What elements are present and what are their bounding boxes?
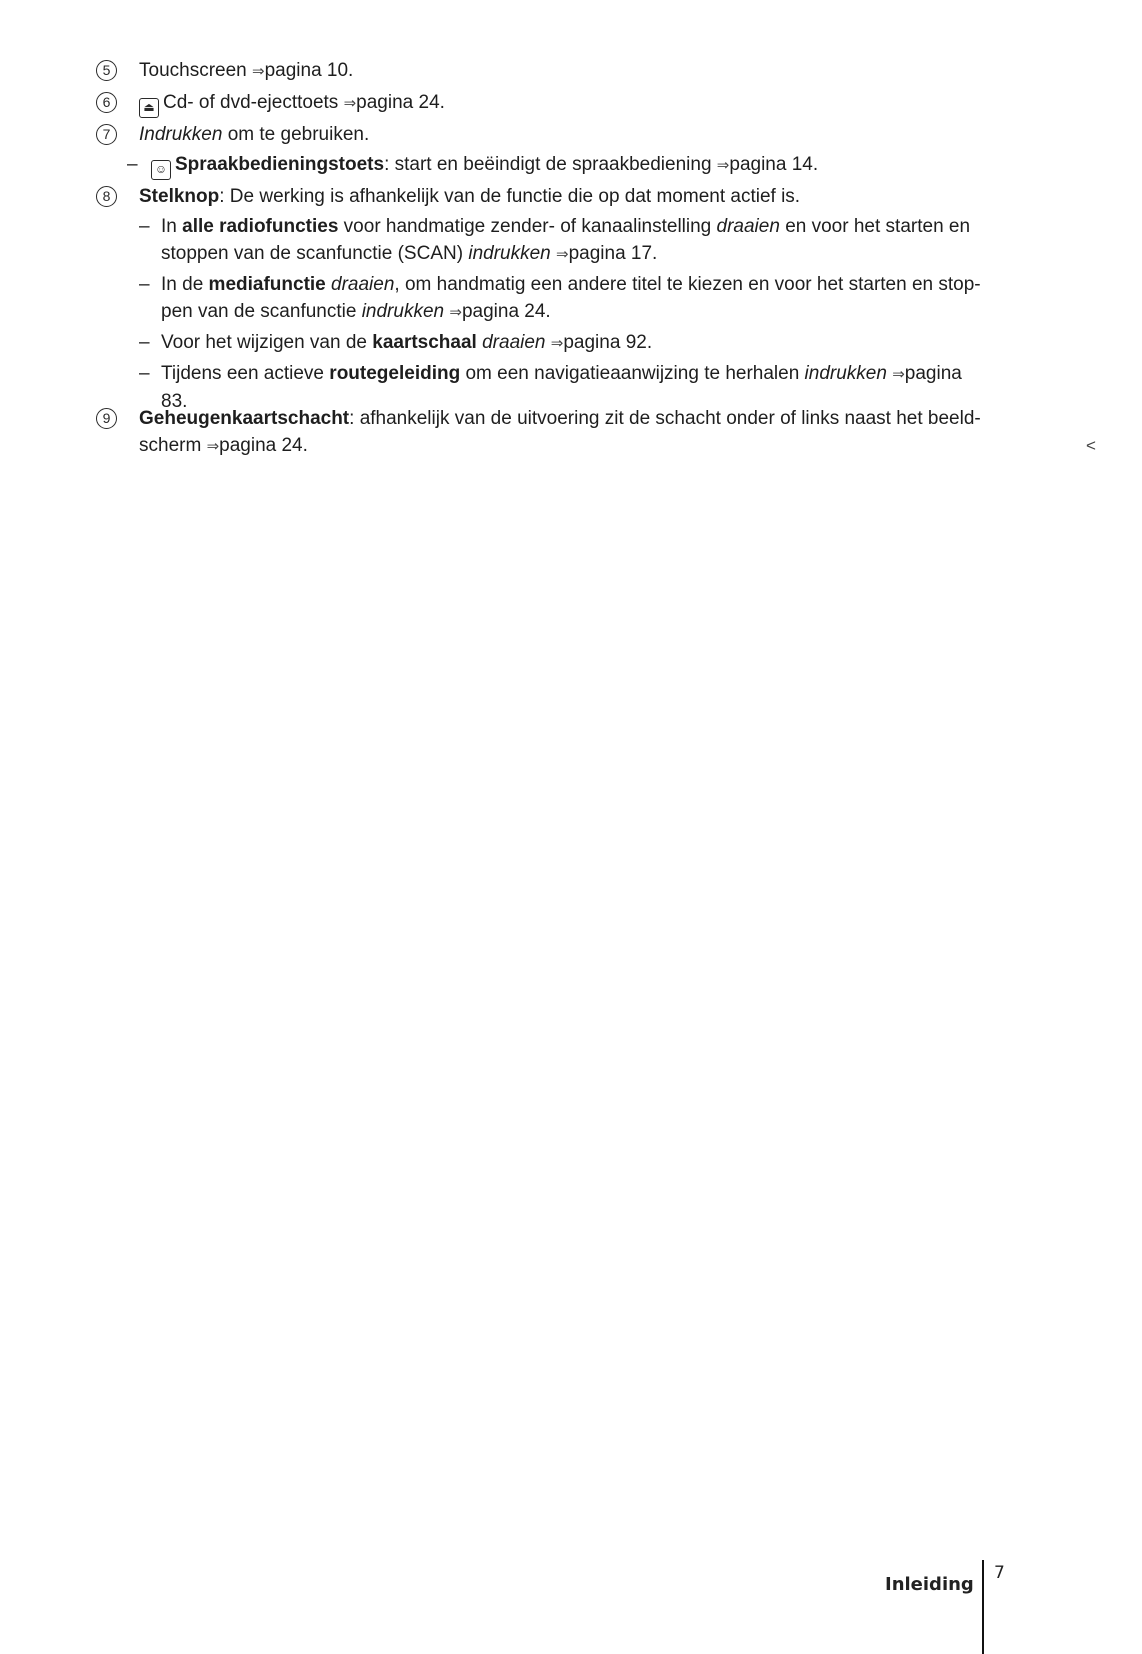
term-bold: mediafunctie xyxy=(208,274,326,295)
sub-item-map-scale: – Voor het wijzigen van de kaartschaal draaien ⇒pagina 92. xyxy=(139,329,1056,357)
item-text: Cd- of dvd-ejecttoets xyxy=(163,92,339,113)
term-bold: kaartschaal xyxy=(372,332,477,353)
item-text: : afhankelijk van de uitvoering zit de schacht onder of links naast het beeld- xyxy=(349,408,981,429)
item-number: 5 xyxy=(96,60,117,81)
arrow-icon: ⇒ xyxy=(206,437,220,455)
footer-section-title: Inleiding xyxy=(885,1574,974,1595)
item-number: 7 xyxy=(96,124,117,145)
dash: – xyxy=(139,216,150,237)
sub-item-radio-functions: – In alle radiofuncties voor handmatige zender- of kanaalinstelling draaien en voor het starten en stoppen van de scanfunctie (SCAN) indrukken ⇒pagina 17. xyxy=(139,213,1056,268)
margin-mark: < xyxy=(1086,436,1096,455)
term-bold: routegeleiding xyxy=(329,363,461,384)
page-reference: pagina 24. xyxy=(219,435,308,456)
item-press-to-use xyxy=(96,121,1056,180)
footer-divider xyxy=(982,1560,984,1654)
page-reference-continued: 83. xyxy=(161,391,188,412)
page-reference: pagina 92. xyxy=(563,332,653,353)
item-text: om te gebruiken. xyxy=(222,124,370,145)
sub-item-voice-control xyxy=(127,151,1056,180)
sub-item-text: : start en beëindigt de spraakbediening xyxy=(384,154,712,175)
arrow-icon: ⇒ xyxy=(449,303,462,321)
item-eject-button xyxy=(96,89,1056,118)
item-memory-card-slot: 9 Geheugenkaartschacht: afhankelijk van de uitvoering zit de schacht onder of links naast het beeld- scherm ⇒pagina 24. xyxy=(96,405,1056,460)
arrow-icon: ⇒ xyxy=(716,156,730,174)
arrow-icon: ⇒ xyxy=(343,94,357,112)
item-number: 6 xyxy=(96,92,117,113)
arrow-icon: ⇒ xyxy=(252,62,265,80)
term-bold: Stelknop xyxy=(139,186,220,207)
term-bold: alle radiofuncties xyxy=(182,216,339,237)
voice-control-icon: ☺ xyxy=(151,160,171,180)
page-number: 7 xyxy=(994,1563,1005,1583)
item-text: : De werking is afhankelijk van de functie die op dat moment actief is. xyxy=(219,186,801,207)
item-number: 9 xyxy=(96,408,117,429)
arrow-icon: ⇒ xyxy=(556,245,569,263)
term-bold: Spraakbedieningstoets xyxy=(175,154,385,175)
dash: – xyxy=(139,332,150,353)
term-bold: Geheugenkaartschacht xyxy=(139,408,350,429)
sub-item-route-guidance: – Tijdens een actieve routegeleiding om een navigatieaanwijzing te herhalen indrukken ⇒pagina 83. xyxy=(139,360,1056,415)
page-reference: pagina xyxy=(904,363,962,384)
arrow-icon: ⇒ xyxy=(550,334,564,352)
dash: – xyxy=(139,363,150,384)
arrow-icon: ⇒ xyxy=(892,365,905,383)
page-reference: pagina 10. xyxy=(264,60,354,81)
sub-item-media-function: – In de mediafunctie draaien, om handmatig een andere titel te kiezen en voor het starten en stop- pen van de scanfunctie indrukken ⇒pagina 24. xyxy=(139,271,1056,326)
page-reference: pagina 14. xyxy=(729,154,819,175)
page-reference: pagina 24. xyxy=(356,92,445,113)
item-text: Touchscreen xyxy=(139,60,247,81)
dash: – xyxy=(139,274,150,295)
item-number: 8 xyxy=(96,186,117,207)
page-reference: pagina 24. xyxy=(461,301,551,322)
dash: – xyxy=(127,154,138,175)
page-reference: pagina 17. xyxy=(568,243,658,264)
item-touchscreen xyxy=(96,57,1056,85)
eject-icon: ⏏ xyxy=(139,98,159,118)
item-text-italic: Indrukken xyxy=(139,124,223,145)
item-control-knob xyxy=(96,183,1056,415)
